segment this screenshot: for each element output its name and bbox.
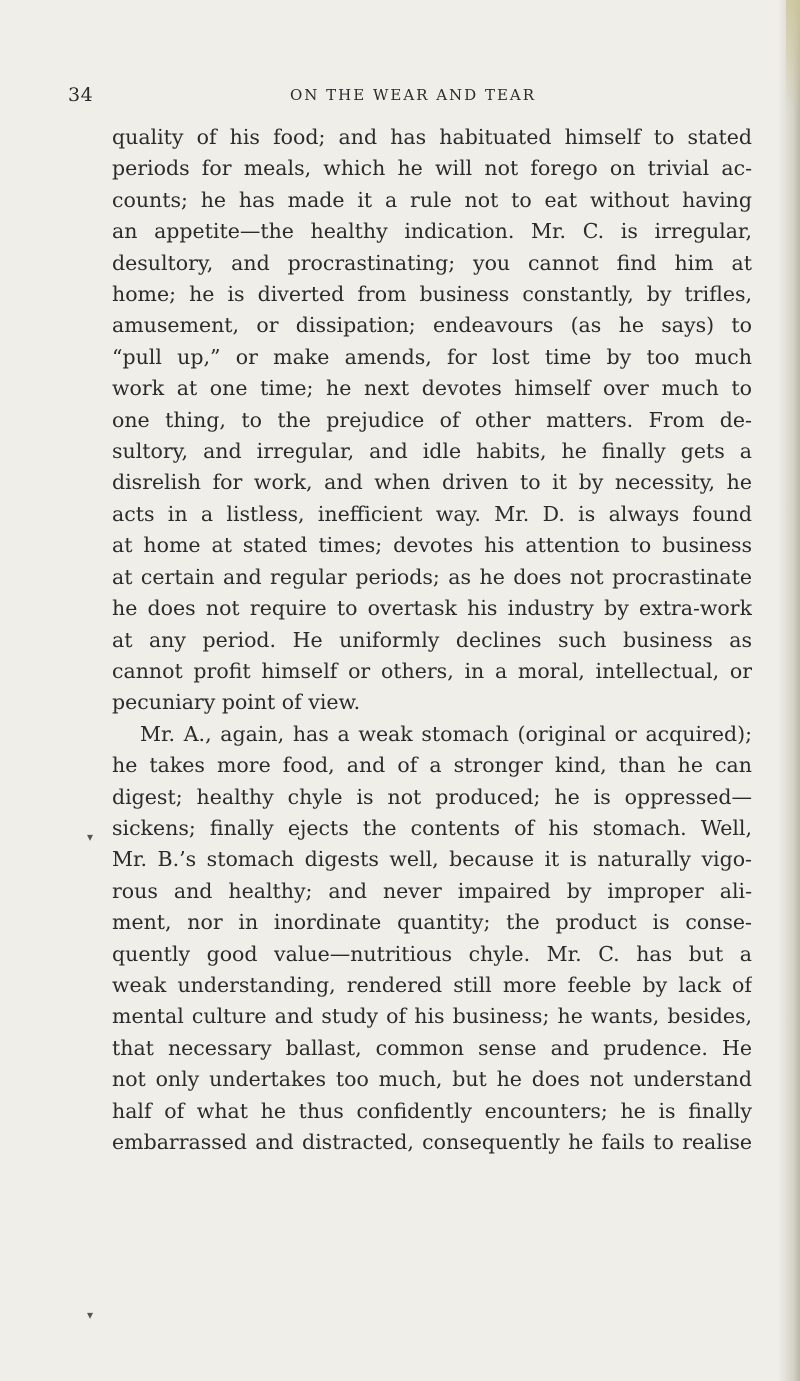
text-line: ment, nor in inordinate quantity; the product is conse- bbox=[112, 910, 752, 935]
text-line: an appetite—the healthy indication. Mr. C. is irregular, bbox=[112, 219, 752, 244]
text-line: desultory, and procrastinating; you cannot find him at bbox=[112, 250, 752, 275]
text-line: periods for meals, which he will not forego on trivial ac- bbox=[112, 156, 752, 181]
text-line: at any period. He uniformly declines such business as bbox=[112, 627, 752, 652]
text-line: quality of his food; and has habituated himself to stated bbox=[112, 125, 752, 149]
text-line: mental culture and study of his business; he wants, besides, bbox=[112, 1004, 752, 1029]
text-line: rous and healthy; and never impaired by improper ali- bbox=[112, 878, 752, 903]
text-line: “pull up,” or make amends, for lost time by too much bbox=[112, 344, 752, 369]
page-header bbox=[68, 84, 758, 112]
text-line: counts; he has made it a rule not to eat without having bbox=[112, 187, 752, 212]
text-line: amusement, or dissipation; endeavours (as he says) to bbox=[112, 313, 752, 338]
text-line: disrelish for work, and when driven to it by necessity, he bbox=[112, 470, 752, 495]
running-head: ON THE WEAR AND TEAR bbox=[289, 86, 537, 104]
text-line: acts in a listless, inefficient way. Mr. D. is always found bbox=[112, 501, 752, 526]
text-line: he does not require to overtask his industry by extra-work bbox=[112, 596, 752, 621]
text-line: Mr. A., again, has a weak stomach (original or acquired); bbox=[140, 721, 752, 746]
paragraph bbox=[112, 122, 752, 719]
page-edge-shadow bbox=[778, 0, 800, 1381]
margin-mark: ▾ bbox=[87, 830, 94, 844]
text-line: that necessary ballast, common sense and prudence. He bbox=[112, 1035, 752, 1060]
text-line: sickens; finally ejects the contents of his stomach. Well, bbox=[112, 815, 752, 840]
margin-mark: ▾ bbox=[87, 1308, 94, 1322]
text-line: he takes more food, and of a stronger kind, than he can bbox=[112, 753, 752, 778]
page-number: 34 bbox=[68, 84, 94, 106]
text-line: cannot profit himself or others, in a moral, intellectual, or bbox=[112, 658, 752, 683]
text-line: digest; healthy chyle is not produced; he is oppressed— bbox=[112, 784, 752, 809]
text-line: one thing, to the prejudice of other matters. From de- bbox=[112, 407, 752, 432]
text-line: half of what he thus confidently encounters; he is finally bbox=[112, 1098, 752, 1123]
text-line: weak understanding, rendered still more feeble by lack of bbox=[112, 972, 752, 997]
text-line: work at one time; he next devotes himself over much to bbox=[112, 376, 752, 401]
text-line: pecuniary point of view. bbox=[112, 690, 361, 715]
text-line: not only undertakes too much, but he does not understand bbox=[112, 1067, 752, 1092]
paragraph bbox=[112, 719, 752, 1159]
text-line: sultory, and irregular, and idle habits, he finally gets a bbox=[112, 439, 752, 464]
text-line: Mr. B.’s stomach digests well, because it is naturally vigo- bbox=[112, 847, 752, 872]
page-edge-stain bbox=[786, 0, 800, 110]
text-line: embarrassed and distracted, consequently he fails to realise bbox=[112, 1130, 752, 1154]
body-text bbox=[112, 122, 752, 1158]
text-line: home; he is diverted from business constantly, by trifles, bbox=[112, 282, 752, 307]
text-line: quently good value—nutritious chyle. Mr. C. has but a bbox=[112, 941, 752, 966]
text-line: at home at stated times; devotes his attention to business bbox=[112, 533, 752, 558]
text-line: at certain and regular periods; as he does not procrastinate bbox=[112, 564, 752, 589]
